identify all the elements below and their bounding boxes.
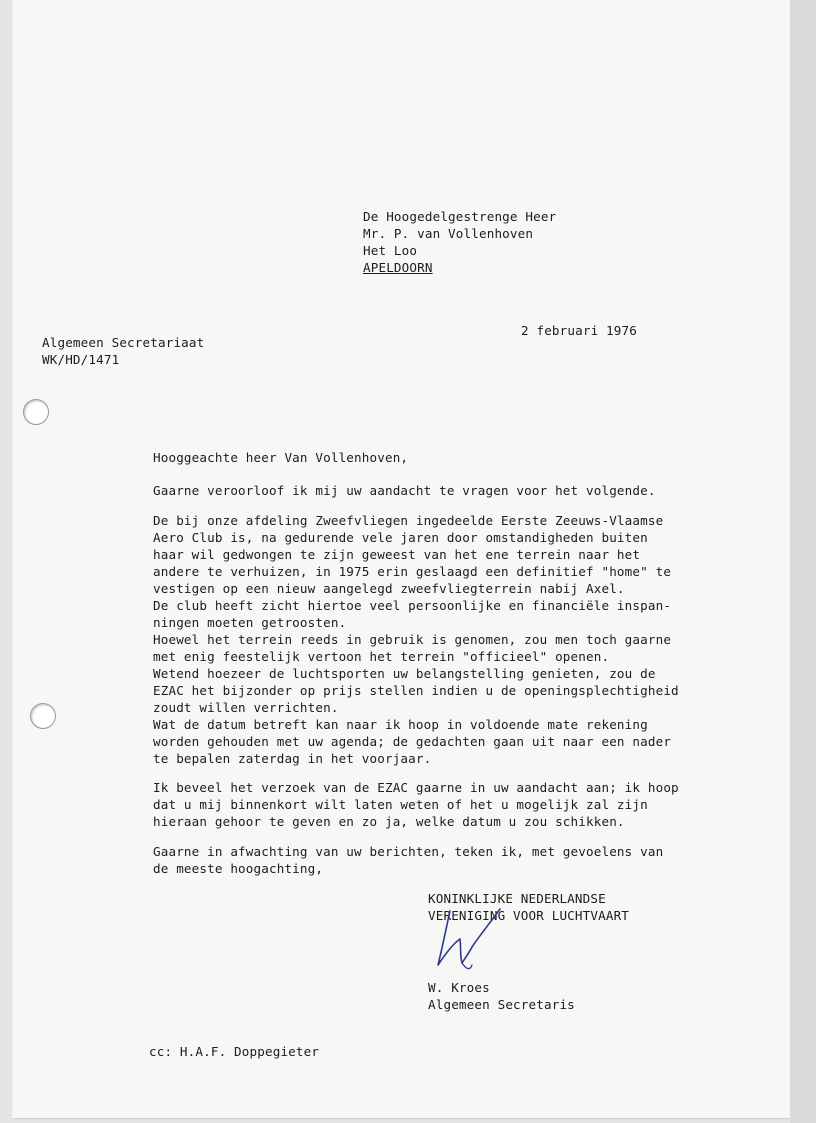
organization-line-1: KONINKLIJKE NEDERLANDSE: [428, 891, 606, 906]
organization-line-2: VERENIGING VOOR LUCHTVAART: [428, 908, 630, 923]
body-line: Hoewel het terrein reeds in gebruik is genomen, zou men toch gaarne: [153, 632, 672, 647]
body-line: dat u mij binnenkort wilt laten weten of het u mogelijk zal zijn: [153, 797, 648, 812]
letter-date: 2 februari 1976: [521, 323, 637, 338]
scan-background-edge: [790, 0, 816, 1123]
punch-hole-top: [23, 399, 49, 425]
signatory-title: Algemeen Secretaris: [428, 997, 575, 1012]
reference-number: WK/HD/1471: [42, 352, 120, 367]
body-line: Gaarne in afwachting van uw berichten, teken ik, met gevoelens van: [153, 844, 664, 859]
handwritten-signature: [436, 905, 506, 983]
body-line: De bij onze afdeling Zweefvliegen ingedeelde Eerste Zeeuws-Vlaamse: [153, 513, 664, 528]
cc-line: cc: H.A.F. Doppegieter: [149, 1044, 320, 1059]
body-line: EZAC het bijzonder op prijs stellen indien u de openingsplechtigheid: [153, 683, 679, 698]
addressee-line-2: Mr. P. van Vollenhoven: [363, 226, 534, 241]
body-line: zoudt willen verrichten.: [153, 700, 339, 715]
body-line: haar wil gedwongen te zijn geweest van het ene terrein naar het: [153, 547, 641, 562]
body-line: Aero Club is, na gedurende vele jaren door omstandigheden buiten: [153, 530, 648, 545]
addressee-city: APELDOORN: [363, 260, 433, 275]
body-line: De club heeft zicht hiertoe veel persoonlijke en financiële inspan-: [153, 598, 672, 613]
body-line: Wetend hoezeer de luchtsporten uw belangstelling genieten, zou de: [153, 666, 656, 681]
body-line: te bepalen zaterdag in het voorjaar.: [153, 751, 432, 766]
body-line: hieraan gehoor te geven en zo ja, welke datum u zou schikken.: [153, 814, 625, 829]
addressee-line-1: De Hoogedelgestrenge Heer: [363, 209, 557, 224]
signatory-name: W. Kroes: [428, 980, 490, 995]
body-line: andere te verhuizen, in 1975 erin geslaagd een definitief "home" te: [153, 564, 672, 579]
body-line: Ik beveel het verzoek van de EZAC gaarne in uw aandacht aan; ik hoop: [153, 780, 679, 795]
body-line: ningen moeten getroosten.: [153, 615, 347, 630]
addressee-line-3: Het Loo: [363, 243, 418, 258]
body-line: Wat de datum betreft kan naar ik hoop in voldoende mate rekening: [153, 717, 648, 732]
body-line: met enig feestelijk vertoon het terrein "officieel" openen.: [153, 649, 610, 664]
salutation: Hooggeachte heer Van Vollenhoven,: [153, 450, 409, 465]
sender-department: Algemeen Secretariaat: [42, 335, 205, 350]
punch-hole-bottom: [30, 703, 56, 729]
body-line: de meeste hoogachting,: [153, 861, 324, 876]
body-line: vestigen op een nieuw aangelegd zweefvliegterrein nabij Axel.: [153, 581, 625, 596]
paragraph-1: Gaarne veroorloof ik mij uw aandacht te vragen voor het volgende.: [153, 483, 656, 498]
body-line: worden gehouden met uw agenda; de gedachten gaan uit naar een nader: [153, 734, 672, 749]
